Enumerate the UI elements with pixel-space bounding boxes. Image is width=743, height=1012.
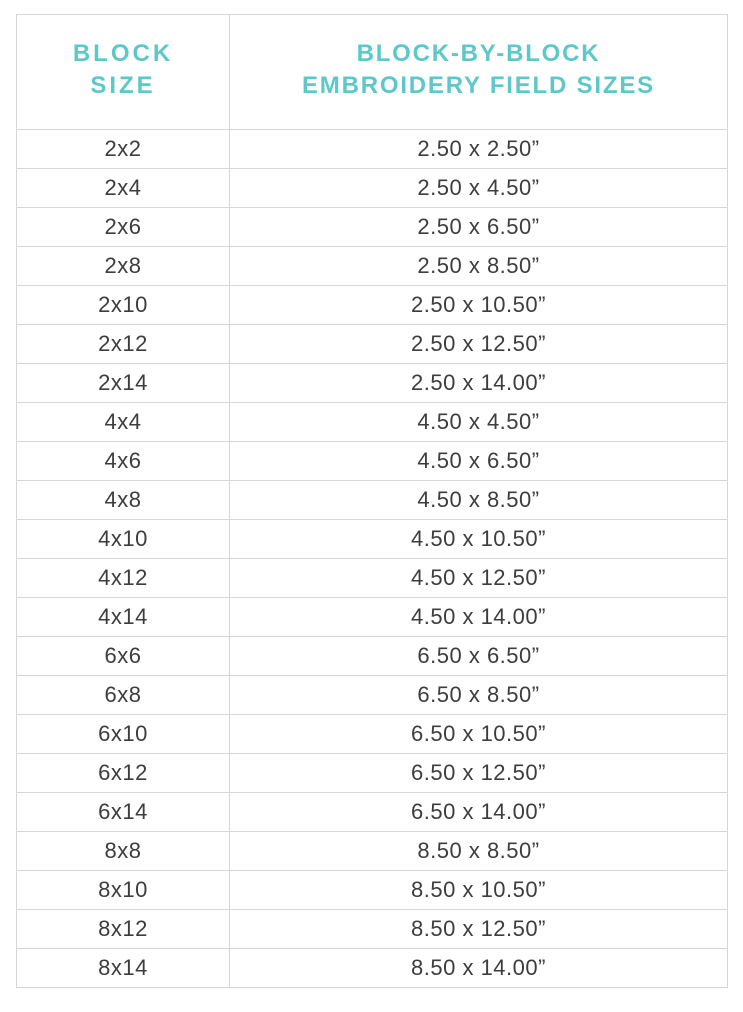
cell-field-size: 8.50 x 10.50”: [230, 871, 728, 910]
cell-block-size: 8x8: [17, 832, 230, 871]
table-row: [17, 481, 728, 520]
table-row: [17, 208, 728, 247]
cell-field-size: 6.50 x 12.50”: [230, 754, 728, 793]
cell-block-size: 6x12: [17, 754, 230, 793]
cell-field-size: 2.50 x 14.00”: [230, 364, 728, 403]
cell-block-size: 2x8: [17, 247, 230, 286]
cell-block-size: 4x12: [17, 559, 230, 598]
cell-field-size: 4.50 x 6.50”: [230, 442, 728, 481]
cell-block-size: 2x2: [17, 130, 230, 169]
table-row: [17, 949, 728, 988]
cell-block-size: 6x14: [17, 793, 230, 832]
cell-field-size: 4.50 x 14.00”: [230, 598, 728, 637]
table-row: [17, 832, 728, 871]
cell-block-size: 6x6: [17, 637, 230, 676]
cell-field-size: 6.50 x 14.00”: [230, 793, 728, 832]
table-row: [17, 247, 728, 286]
cell-block-size: 2x4: [17, 169, 230, 208]
table-body: [17, 130, 728, 988]
cell-field-size: 6.50 x 6.50”: [230, 637, 728, 676]
table-row: [17, 130, 728, 169]
cell-field-size: 2.50 x 10.50”: [230, 286, 728, 325]
cell-block-size: 4x8: [17, 481, 230, 520]
cell-block-size: 2x14: [17, 364, 230, 403]
cell-field-size: 2.50 x 4.50”: [230, 169, 728, 208]
column-header-field-size-line2: EMBROIDERY FIELD SIZES: [302, 72, 655, 99]
cell-block-size: 8x12: [17, 910, 230, 949]
table-row: [17, 403, 728, 442]
cell-block-size: 4x14: [17, 598, 230, 637]
cell-field-size: 8.50 x 14.00”: [230, 949, 728, 988]
cell-field-size: 4.50 x 8.50”: [230, 481, 728, 520]
cell-field-size: 8.50 x 8.50”: [230, 832, 728, 871]
cell-field-size: 2.50 x 12.50”: [230, 325, 728, 364]
table-row: [17, 910, 728, 949]
column-header-block-size: [17, 15, 230, 130]
cell-field-size: 2.50 x 2.50”: [230, 130, 728, 169]
cell-block-size: 2x10: [17, 286, 230, 325]
table-row: [17, 364, 728, 403]
table-row: [17, 793, 728, 832]
cell-field-size: 8.50 x 12.50”: [230, 910, 728, 949]
cell-field-size: 4.50 x 4.50”: [230, 403, 728, 442]
cell-block-size: 8x10: [17, 871, 230, 910]
cell-field-size: 4.50 x 12.50”: [230, 559, 728, 598]
cell-block-size: 4x4: [17, 403, 230, 442]
table-row: [17, 559, 728, 598]
header-row: [17, 15, 728, 130]
column-header-block-size-line2: SIZE: [90, 72, 156, 99]
table-row: [17, 637, 728, 676]
table-row: [17, 520, 728, 559]
table-row: [17, 325, 728, 364]
cell-field-size: 6.50 x 10.50”: [230, 715, 728, 754]
column-header-field-size: [230, 15, 728, 130]
cell-block-size: 6x10: [17, 715, 230, 754]
embroidery-field-size-table: [16, 14, 728, 988]
cell-field-size: 2.50 x 6.50”: [230, 208, 728, 247]
column-header-block-size-line1: BLOCK: [72, 40, 174, 68]
table-row: [17, 871, 728, 910]
table-header: [17, 15, 728, 130]
table-row: [17, 598, 728, 637]
table-row: [17, 754, 728, 793]
cell-block-size: 6x8: [17, 676, 230, 715]
table-row: [17, 442, 728, 481]
cell-block-size: 8x14: [17, 949, 230, 988]
cell-block-size: 4x6: [17, 442, 230, 481]
cell-block-size: 2x12: [17, 325, 230, 364]
table-row: [17, 286, 728, 325]
cell-field-size: 6.50 x 8.50”: [230, 676, 728, 715]
cell-block-size: 4x10: [17, 520, 230, 559]
cell-field-size: 2.50 x 8.50”: [230, 247, 728, 286]
table-row: [17, 169, 728, 208]
cell-field-size: 4.50 x 10.50”: [230, 520, 728, 559]
table-row: [17, 715, 728, 754]
column-header-field-size-line1: BLOCK-BY-BLOCK: [356, 40, 601, 68]
table-row: [17, 676, 728, 715]
cell-block-size: 2x6: [17, 208, 230, 247]
